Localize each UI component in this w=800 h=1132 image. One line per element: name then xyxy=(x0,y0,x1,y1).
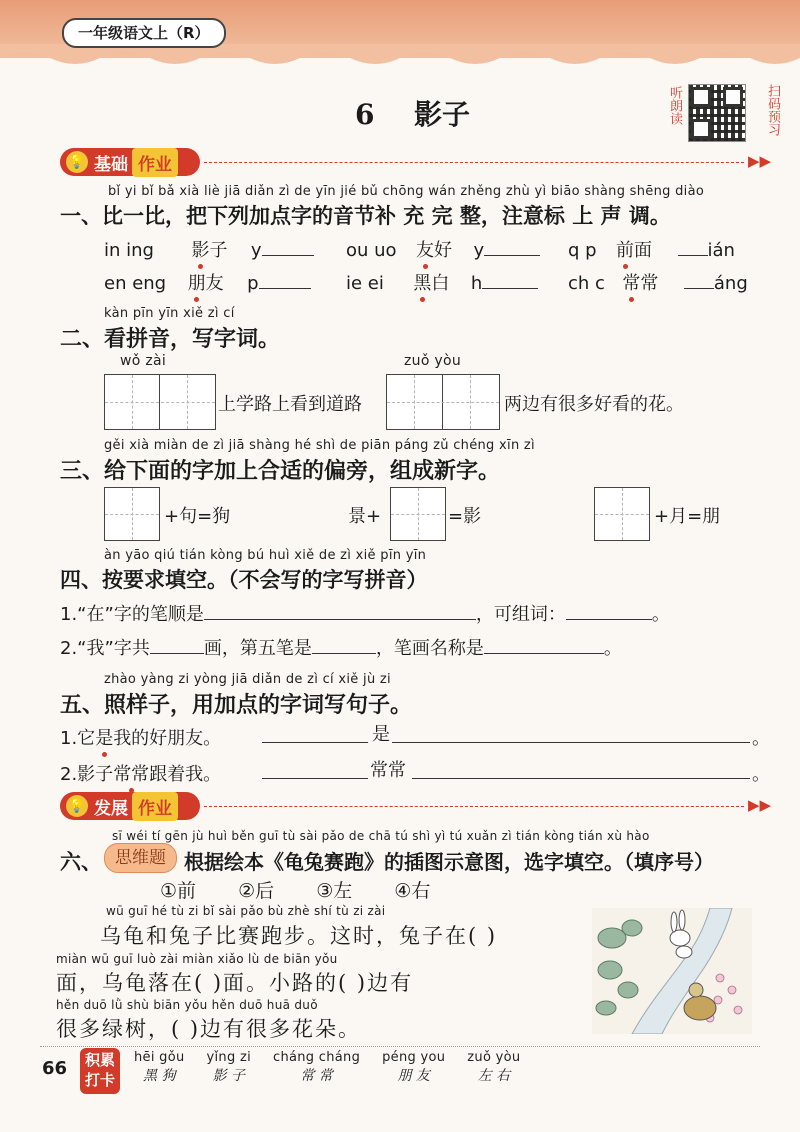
q5-s2-dotted: 常常 xyxy=(113,760,149,786)
q5-s1: 1.它 xyxy=(60,728,96,749)
q4-sentence-2 xyxy=(60,634,622,660)
footer-word-py: péng you xyxy=(382,1050,446,1065)
q1-r1-c-word2: 面 xyxy=(634,240,653,261)
q1-r1-a-word2: 子 xyxy=(209,240,228,261)
q1-row2-c xyxy=(568,269,748,295)
q1-r1-c-word1: 前 xyxy=(616,236,634,262)
q6-option-2: ②后 xyxy=(238,880,275,902)
qr-right-label: 扫码预习 xyxy=(765,84,780,136)
q5-title: 五、照样子，用加点的字词写句子。 xyxy=(60,693,413,718)
q5-s2-rest: 跟着我。 xyxy=(149,764,222,785)
grade-tag-text: 一年级语文上（R） xyxy=(78,24,210,42)
footer-word-py: zuǒ yòu xyxy=(467,1050,521,1065)
q5-s1-blank-2[interactable] xyxy=(392,724,750,743)
section-develop-b: 作业 xyxy=(132,792,178,821)
q4-s2c: ，笔画名称是 xyxy=(375,638,484,659)
section-basic-a: 基础 xyxy=(94,154,128,175)
q4-s2a: 2.“我”字共 xyxy=(60,638,150,659)
q3-box-1[interactable] xyxy=(104,487,160,541)
q3-eq2-left: 景+ xyxy=(348,506,382,527)
q1-r1-b-pair: ou uo xyxy=(346,240,397,261)
footer-word-text: 常 常 xyxy=(300,1068,333,1084)
q3-pinyin: gěi xià miàn de zì jiā shàng hé shì de piān páng zǔ chéng xīn zì xyxy=(104,438,535,453)
footer-word-py: yǐng zi xyxy=(206,1050,251,1065)
lesson-name: 影子 xyxy=(413,98,470,131)
q1-r1-b-word1: 友 xyxy=(416,236,434,262)
q1-r2-b-blank[interactable] xyxy=(482,270,538,289)
q2-grid-1[interactable] xyxy=(104,374,216,430)
q6-p2: 面，乌龟落在( )面。小路的( )边有 xyxy=(56,971,414,995)
q4-s1b: ，可组词： xyxy=(475,604,566,625)
q1-row1 xyxy=(104,236,314,262)
q6-p1-pinyin: wū guī hé tù zi bǐ sài pǎo bù zhè shí tù zi zài xyxy=(106,904,386,918)
lesson-number: 6 xyxy=(355,98,375,131)
q2-title: 二、看拼音，写字词。 xyxy=(60,327,281,352)
section-basic-badge xyxy=(60,148,200,176)
footer-dotted-rule xyxy=(40,1046,760,1047)
checkin-badge xyxy=(80,1048,120,1094)
q6-options xyxy=(160,876,430,903)
lightbulb-icon: 💡 xyxy=(66,151,88,173)
footer-word-py: hēi gǒu xyxy=(134,1050,185,1065)
q3-title: 三、给下面的字加上合适的偏旁，组成新字。 xyxy=(60,459,501,484)
q1-r2-a-word2: 友 xyxy=(205,273,224,294)
q3-eq3: +月=朋 xyxy=(654,506,721,527)
q1-r1-c-pair: q p xyxy=(568,240,597,261)
lesson-title xyxy=(355,93,470,133)
q5-s2-blank-2[interactable] xyxy=(412,760,750,779)
q6-option-4: ④右 xyxy=(394,880,431,902)
section-develop-divider xyxy=(204,806,744,807)
q4-s1-blank-2[interactable] xyxy=(566,601,652,620)
q3-eq2-right: =影 xyxy=(448,506,482,527)
q1-r2-b-pair: ie ei xyxy=(346,273,384,294)
q1-r1-b-fill: y xyxy=(473,240,485,261)
footer-word xyxy=(382,1050,445,1085)
footer-word-text: 影 子 xyxy=(212,1068,245,1084)
q1-r2-a-blank[interactable] xyxy=(259,270,311,289)
q6-pinyin: sī wéi tí gēn jù huì běn guī tù sài pǎo de chā tú shì yì tú xuǎn zì tián kòng tián xù hào xyxy=(112,829,650,843)
footer-word-text: 朋 友 xyxy=(397,1068,430,1084)
q5-s1-key: 是 xyxy=(372,724,390,745)
q1-r1-c-fill: ián xyxy=(707,240,735,261)
q3-box-2[interactable] xyxy=(390,487,446,541)
double-arrow-icon: ▶▶ xyxy=(748,152,772,170)
q1-row1-b xyxy=(346,236,540,262)
q5-pinyin: zhào yàng zi yòng jiā diǎn de zì cí xiě jù zi xyxy=(104,672,391,687)
q6-option-1: ①前 xyxy=(160,880,197,902)
q4-s1a: 1.“在”字的笔顺是 xyxy=(60,604,204,625)
q5-s2: 2.影子 xyxy=(60,764,114,785)
header-wave xyxy=(0,44,800,78)
footer-word xyxy=(134,1050,185,1085)
q5-s1-blank-1[interactable] xyxy=(262,724,368,743)
footer-word-py: cháng cháng xyxy=(273,1050,361,1065)
q1-r1-a-pair: in ing xyxy=(104,240,154,261)
q3-eq1: +句=狗 xyxy=(164,506,231,527)
section-basic-b: 作业 xyxy=(132,148,178,177)
q6-p3: 很多绿树，( )边有很多花朵。 xyxy=(56,1017,362,1041)
q4-s2-blank-1[interactable] xyxy=(150,635,204,654)
q1-r1-c-blank[interactable] xyxy=(678,237,708,256)
q6-prefix: 六、 xyxy=(60,850,102,874)
q5-sentence-1 xyxy=(60,724,221,750)
q4-s2d: 。 xyxy=(603,638,622,659)
q4-s2-blank-3[interactable] xyxy=(484,635,604,654)
q5-sentence-2 xyxy=(60,760,221,786)
section-basic-divider xyxy=(204,162,744,163)
section-develop-a: 发展 xyxy=(94,798,128,819)
q1-r2-c-word2: 常 xyxy=(640,273,659,294)
double-arrow-icon: ▶▶ xyxy=(748,796,772,814)
thinking-tag-text: 思维题 xyxy=(115,848,166,868)
q4-s1c: 。 xyxy=(651,604,670,625)
q2-pinyin: kàn pīn yīn xiě zì cí xyxy=(104,306,235,321)
q5-s2-key: 常常 xyxy=(370,760,406,781)
qr-left-label: 听朗读 xyxy=(667,86,682,125)
q1-r2-a-fill: p xyxy=(247,273,259,294)
q2-py2: zuǒ yòu xyxy=(404,353,462,369)
footer-word xyxy=(467,1050,520,1085)
q2-text2: 两边有很多好看的花。 xyxy=(504,394,684,415)
q1-r1-a-word1: 影 xyxy=(191,236,209,262)
q2-grid-2[interactable] xyxy=(386,374,500,430)
race-illustration xyxy=(592,908,752,1034)
checkin-badge-top: 积累 xyxy=(84,1051,115,1069)
q1-r1-b-blank[interactable] xyxy=(484,237,540,256)
q1-r1-a-fill: y xyxy=(250,240,262,261)
q1-r2-a-pair: en eng xyxy=(104,273,167,294)
q4-s1-blank-1[interactable] xyxy=(204,601,476,620)
q2-py1: wǒ zài xyxy=(120,353,167,369)
q1-r2-b-word2: 白 xyxy=(431,273,450,294)
section-develop-badge xyxy=(60,792,200,820)
q5-s1-dotted: 是 xyxy=(95,724,113,750)
q3-box-3[interactable] xyxy=(594,487,650,541)
q1-r1-a-blank[interactable] xyxy=(262,237,314,256)
q5-s1-end: 。 xyxy=(752,728,770,749)
q4-s2b: 画，第五笔是 xyxy=(203,638,312,659)
q1-r2-c-word1: 常 xyxy=(622,269,640,295)
q5-s2-end: 。 xyxy=(752,764,770,785)
q4-pinyin: àn yāo qiú tián kòng bú huì xiě de zì xiě pīn yīn xyxy=(104,548,427,563)
q1-r2-b-word1: 黑 xyxy=(413,269,431,295)
footer-word xyxy=(207,1050,251,1085)
q6-p3-pinyin: hěn duō lǜ shù biān yǒu hěn duō huā duǒ xyxy=(56,998,318,1012)
grade-tag xyxy=(62,18,226,48)
q1-r2-b-fill: h xyxy=(470,273,483,294)
q6-title: 根据绘本《龟兔赛跑》的插图示意图，选字填空。（填序号） xyxy=(184,850,714,874)
q6-option-3: ③左 xyxy=(316,880,353,902)
q6-p2-pinyin: miàn wū guī luò zài miàn xiǎo lù de biān yǒu xyxy=(56,952,338,966)
footer-words xyxy=(134,1050,520,1085)
q5-s2-blank-1[interactable] xyxy=(262,760,368,779)
q4-s2-blank-2[interactable] xyxy=(312,635,376,654)
qr-code[interactable] xyxy=(688,84,746,142)
lightbulb-icon: 💡 xyxy=(66,795,88,817)
thinking-tag xyxy=(104,843,177,873)
q2-text1: 上学路上看到道路 xyxy=(218,394,362,415)
q1-r2-a-word1: 朋 xyxy=(188,269,206,295)
q1-pinyin: bǐ yi bǐ bǎ xià liè jiā diǎn zì de yīn jié bǔ chōng wán zhěng zhù yì biāo shàng shēng diào xyxy=(108,184,705,199)
q1-row2 xyxy=(104,269,311,295)
page-number: 66 xyxy=(42,1058,68,1079)
q4-title: 四、按要求填空。（不会写的字写拼音） xyxy=(60,568,428,592)
q1-row1-c xyxy=(568,236,735,262)
q1-r2-c-fill: áng xyxy=(713,273,748,294)
q1-r2-c-pair: ch c xyxy=(568,273,605,294)
footer-word-text: 黑 狗 xyxy=(143,1068,176,1084)
footer-word-text: 左 右 xyxy=(477,1068,511,1084)
q1-r1-b-word2: 好 xyxy=(434,240,453,261)
q6-p1: 乌龟和兔子比赛跑步。这时，兔子在( ) xyxy=(100,924,498,948)
q4-sentence-1 xyxy=(60,600,670,626)
q1-title: 一、比一比，把下列加点字的音节补 充 完 整，注意标 上 声 调。 xyxy=(60,204,671,228)
q1-r2-c-blank[interactable] xyxy=(684,270,714,289)
footer-word xyxy=(273,1050,360,1085)
q1-row2-b xyxy=(346,269,538,295)
checkin-badge-bottom: 打卡 xyxy=(84,1071,115,1089)
q5-s1-rest: 我的好朋友。 xyxy=(113,728,222,749)
